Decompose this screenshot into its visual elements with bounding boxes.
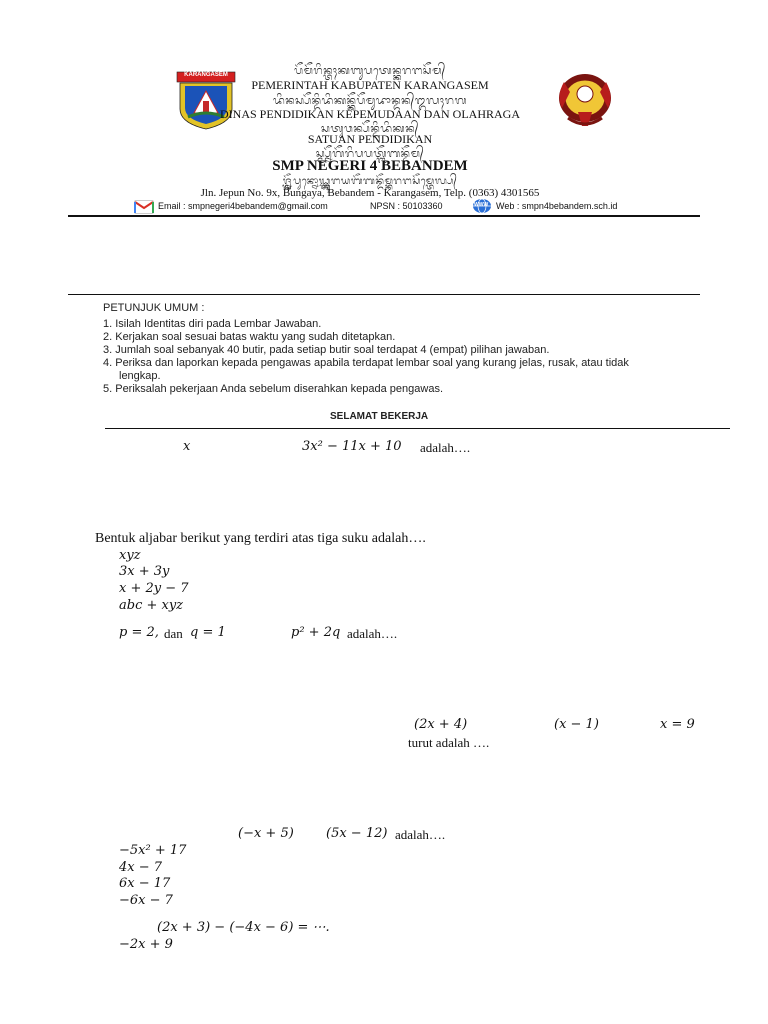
school-emblem: [554, 68, 616, 132]
greeting: SELAMAT BEKERJA: [330, 411, 429, 422]
letterhead-divider: [68, 215, 700, 217]
answer-option: 3x + 3y: [119, 564, 170, 579]
web-text: Web : smpn4bebandem.sch.id: [496, 201, 618, 211]
school-address: Jln. Jepun No. 9x, Bungaya, Bebandem - Karangasem, Telp. (0363) 4301565: [200, 187, 540, 199]
question-conjunction: dan: [164, 626, 183, 641]
answer-option: −6x − 7: [119, 893, 173, 908]
answer-option: xyz: [119, 548, 141, 563]
instruction-item: 4. Periksa dan laporkan kepada pengawas apabila terdapat lembar soal yang kurang jelas, rusak, atau tidak: [103, 357, 629, 369]
question-given: q = 1: [190, 625, 226, 640]
gmail-icon: [134, 200, 154, 214]
question-expression: (5x − 12): [326, 826, 388, 841]
unit-name: SATUAN PENDIDIKAN: [307, 132, 433, 146]
instruction-item: 1. Isilah Identitas diri pada Lembar Jawaban.: [103, 318, 322, 330]
question-suffix: turut adalah ….: [408, 735, 490, 750]
answer-option: 6x − 17: [119, 876, 171, 891]
question-expression: x = 9: [660, 717, 695, 732]
question-suffix: adalah….: [395, 827, 446, 842]
question-suffix: adalah….: [347, 626, 398, 641]
balinese-script-line: ᬚ᭄ᬮ᭄ᬦ᭄ᬚᭂᬧᬸᬦ᭄ᬦᭀᬖ᭄ᬓ᭄ᬩᬸᬗᬬᬩᭂᬩᬦ᭄ᬤᭂᬫ᭄ᬓᬭᬗᬲᭂᬫ᭄ᬢᬾᬮ᭄ᬧ᭄: [282, 176, 458, 187]
school-name: SMP NEGERI 4 BEBANDEM: [272, 158, 468, 174]
balinese-script-line: ᬲ᭄ᬫ᭄ᬧ᭄ᬦᭂᬕᭂᬭᬶᬧᬧᬢ᭄ᬩᭂᬩᬦ᭄ᬤᭂᬫ᭄: [315, 147, 425, 160]
question-prompt: Bentuk aljabar berikut yang terdiri atas tiga suku adalah….: [95, 531, 426, 546]
balinese-script-line: ᬤᬶᬦᬲ᭄ᬧᭂᬦ᭄ᬤᬶᬤᬶᬓᬦ᭄ᬓᭂᬧᭂᬫᬸᬤᬵᬦ᭄ᬤᬦ᭄ᬑᬮᬄᬭᬕ: [273, 94, 467, 107]
email-text: Email : smpnegeri4bebandem@gmail.com: [158, 201, 328, 211]
question-expression: p² + 2q: [291, 625, 341, 640]
balinese-script-line: ᬧᭂᬫᭂᬭᬶᬦ᭄ᬢᬄᬓᬩᬸᬧᬢᬾᬦ᭄ᬓᬭᬗᬲᭂᬫ᭄: [294, 64, 446, 77]
question-expression: (2x + 3) − (−4x − 6) = ⋯.: [157, 920, 330, 935]
instruction-item-continued: lengkap.: [119, 370, 161, 382]
instruction-item: 2. Kerjakan soal sesuai batas waktu yang sudah ditetapkan.: [103, 331, 396, 343]
balinese-script-line: ᬲᬢᬸᬯᬦ᭄ᬧᭂᬦ᭄ᬤᬶᬤᬶᬓᬦ᭄: [321, 122, 419, 135]
question-expression: (−x + 5): [238, 826, 294, 841]
answer-option: abc + xyz: [119, 598, 184, 613]
question-variable: x: [183, 439, 191, 454]
question-expression: (2x + 4): [414, 717, 468, 732]
answer-option: −2x + 9: [119, 937, 173, 952]
logo-caption: KARANGASEM: [184, 72, 228, 78]
npsn-text: NPSN : 50103360: [370, 201, 443, 211]
government-name: PEMERINTAH KABUPATEN KARANGASEM: [251, 78, 489, 92]
answer-option: x + 2y − 7: [119, 581, 189, 596]
answer-option: −5x² + 17: [119, 843, 187, 858]
questions-divider: [105, 428, 730, 429]
section-divider: [68, 294, 700, 295]
question-given: p = 2,: [119, 625, 159, 640]
answer-option: 4x − 7: [119, 860, 163, 875]
question-expression: 3x² − 11x + 10: [302, 439, 402, 454]
instructions-title: PETUNJUK UMUM :: [103, 302, 205, 314]
www-label: WWW: [474, 202, 489, 208]
instruction-item: 5. Periksalah pekerjaan Anda sebelum diserahkan kepada pengawas.: [103, 383, 444, 395]
department-name: DINAS PENDIDIKAN KEPEMUDAAN DAN OLAHRAGA: [220, 107, 520, 121]
question-expression: (x − 1): [554, 717, 599, 732]
instruction-item: 3. Jumlah soal sebanyak 40 butir, pada setiap butir soal terdapat 4 (empat) pilihan jawaban.: [103, 344, 550, 356]
question-suffix: adalah….: [420, 440, 471, 455]
